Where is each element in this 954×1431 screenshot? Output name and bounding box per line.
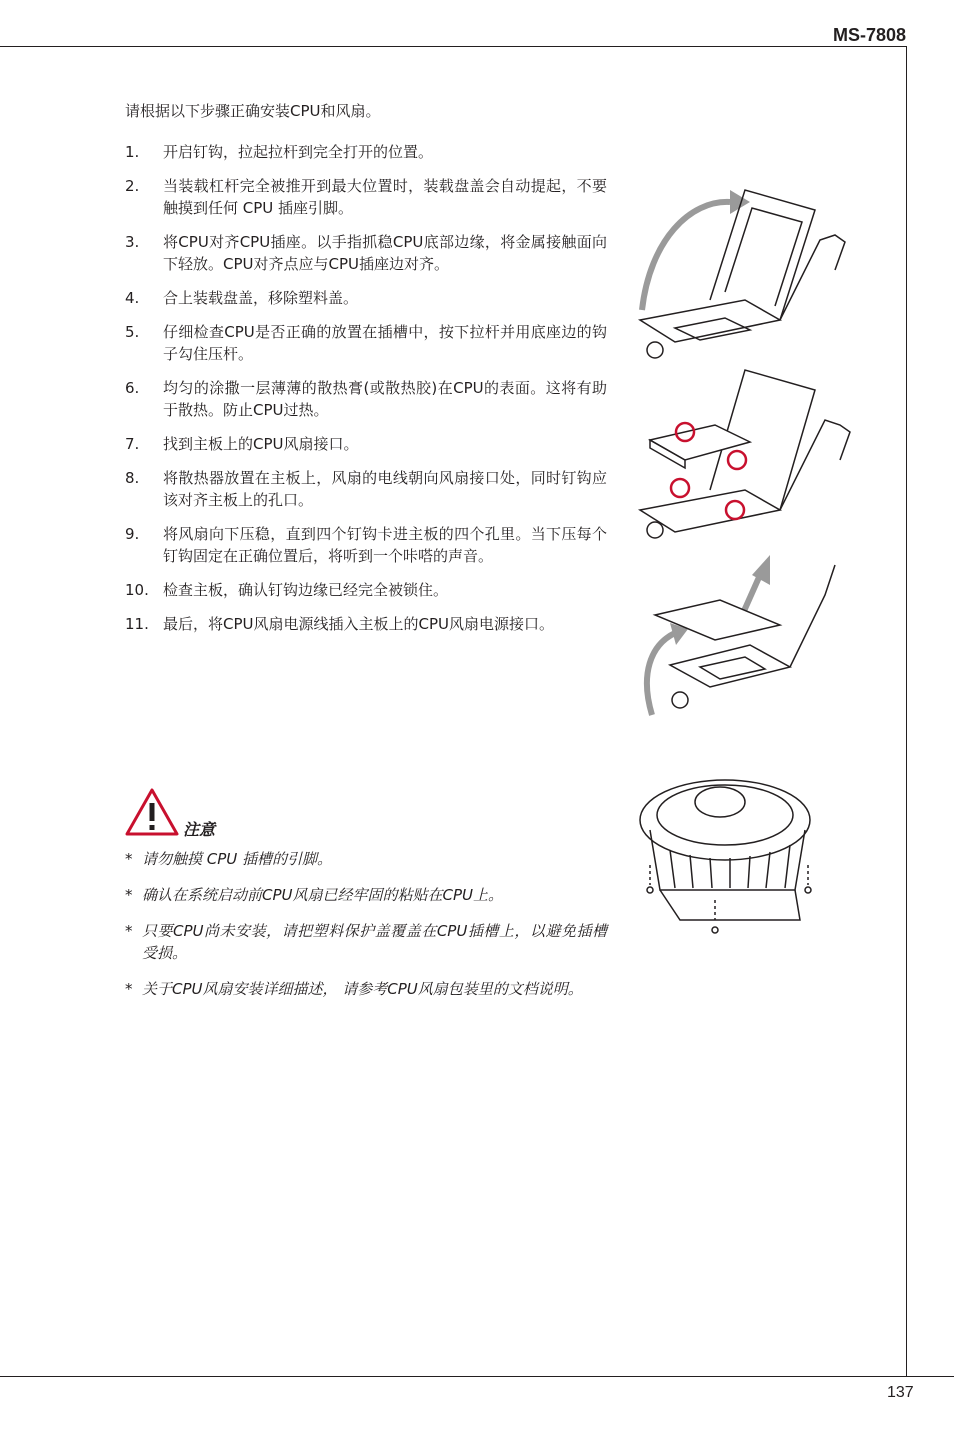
step-number: 5.: [125, 323, 140, 341]
page-number: 137: [887, 1384, 914, 1401]
step-text: 开启钉钩，拉起拉杆到完全打开的位置。: [163, 143, 434, 161]
step-number: 1.: [125, 143, 140, 161]
step-number: 10.: [125, 581, 149, 599]
side-rule: [906, 46, 907, 1376]
model-name: MS-7808: [832, 25, 906, 45]
step-number: 2.: [125, 177, 140, 195]
note-text: 关于CPU风扇安装详细描述， 请参考CPU风扇包装里的文档说明。: [142, 980, 583, 998]
list-item: [125, 321, 607, 365]
list-item: [125, 141, 607, 163]
step-text: 当装载杠杆完全被推开到最大位置时，装载盘盖会自动提起，不要触摸到任何 CPU 插座引脚。: [163, 177, 607, 217]
list-item: * 只要CPU尚未安装，请把塑料保护盖覆盖在CPU插槽上，以避免插槽受损。: [125, 922, 607, 962]
step-number: 8.: [125, 469, 140, 487]
list-item: [125, 377, 607, 421]
list-item: [125, 287, 607, 309]
step-text: 将散热器放置在主板上，风扇的电线朝向风扇接口处，同时钉钩应该对齐主板上的孔口。: [163, 469, 607, 509]
step-text: 均匀的涂撒一层薄薄的散热膏(或散热胶)在CPU的表面。这将有助于散热。防止CPU过热。: [163, 379, 607, 419]
cpu-placement-illustration: [640, 370, 850, 538]
step-number: 3.: [125, 233, 140, 251]
step-number: 4.: [125, 289, 140, 307]
step-text: 将CPU对齐CPU插座。以手指抓稳CPU底部边缘，将金属接触面向下轻放。CPU对齐点应与CPU插座边对齐。: [163, 233, 607, 273]
step-text: 最后，将CPU风扇电源线插入主板上的CPU风扇电源接口。: [163, 615, 554, 633]
list-item: * 确认在系统启动前CPU风扇已经牢固的粘贴在CPU上。: [125, 886, 503, 904]
header-rule: [0, 46, 907, 47]
step-text: 找到主板上的CPU风扇接口。: [163, 435, 359, 453]
load-plate-close-illustration: [647, 555, 835, 715]
footer-rule: [0, 1376, 954, 1377]
list-item: [125, 433, 607, 455]
note-text: 只要CPU尚未安装，请把塑料保护盖覆盖在CPU插槽上，以避免插槽受损。: [142, 922, 607, 962]
list-item: [125, 613, 607, 635]
cpu-fan-illustration: [640, 780, 811, 933]
installation-illustrations: [630, 180, 860, 960]
note-text: 请勿触摸 CPU 插槽的引脚。: [142, 850, 333, 868]
step-text: 合上装载盘盖，移除塑料盖。: [163, 289, 359, 307]
socket-open-illustration: [640, 190, 845, 358]
caution-title: 注意: [183, 820, 216, 839]
step-number: 6.: [125, 379, 140, 397]
intro-text: 请根据以下步骤正确安装CPU和风扇。: [125, 102, 381, 120]
install-steps: [125, 141, 607, 647]
step-text: 仔细检查CPU是否正确的放置在插槽中，按下拉杆并用底座边的钩子勾住压杆。: [163, 323, 607, 363]
list-item: [125, 467, 607, 511]
step-number: 11.: [125, 615, 149, 633]
list-item: [125, 175, 607, 219]
list-item: [125, 231, 607, 275]
step-number: 9.: [125, 525, 140, 543]
list-item: [125, 523, 607, 567]
step-number: 7.: [125, 435, 140, 453]
note-text: 确认在系统启动前CPU风扇已经牢固的粘贴在CPU上。: [142, 886, 503, 904]
list-item: [125, 579, 607, 601]
step-text: 检查主板，确认钉钩边缘已经完全被锁住。: [163, 581, 449, 599]
list-item: * 请勿触摸 CPU 插槽的引脚。: [125, 850, 333, 868]
step-text: 将风扇向下压稳，直到四个钉钩卡进主板的四个孔里。当下压每个钉钩固定在正确位置后，将听到一个咔嗒的声音。: [163, 525, 607, 565]
list-item: * 关于CPU风扇安装详细描述， 请参考CPU风扇包装里的文档说明。: [125, 980, 583, 998]
